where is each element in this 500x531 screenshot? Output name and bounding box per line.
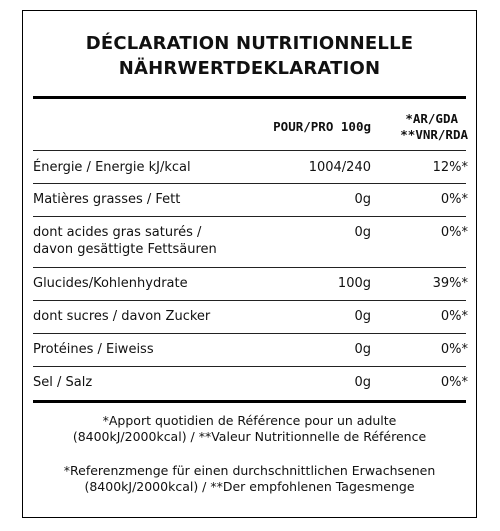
row-fat-ref: 0%*: [440, 192, 468, 207]
row-sugars-ref: 0%*: [440, 309, 468, 324]
footnote-fr-line2: (8400kJ/2000kcal) / **Valeur Nutritionnelle de Référence: [72, 429, 427, 444]
row-saturated-fat-label-de: davon gesättigte Fettsäuren: [33, 242, 217, 257]
row-divider: [33, 333, 466, 334]
row-energy-ref: 12%*: [432, 160, 468, 175]
row-energy-value: 1004/240: [308, 160, 371, 175]
row-sugars-label: dont sucres / davon Zucker: [33, 309, 211, 324]
row-divider: [33, 216, 466, 217]
row-salt-label: Sel / Salz: [33, 375, 93, 390]
column-header-vnr-rda: **VNR/RDA: [400, 127, 468, 142]
row-divider: [33, 183, 466, 184]
row-sugars-value: 0g: [354, 309, 371, 324]
column-header-per-100g: POUR/PRO 100g: [273, 119, 371, 134]
row-energy-label: Énergie / Energie kJ/kcal: [33, 160, 191, 175]
row-salt-value: 0g: [354, 375, 371, 390]
nutrition-label: [22, 10, 477, 518]
column-header-ar-gda: *AR/GDA: [405, 111, 458, 126]
footnote-de-line2: (8400kJ/2000kcal) / **Der empfohlenen Tagesmenge: [84, 479, 415, 494]
row-saturated-fat-value: 0g: [354, 225, 371, 240]
row-salt-ref: 0%*: [440, 375, 468, 390]
row-carbohydrates-label: Glucides/Kohlenhydrate: [33, 276, 188, 291]
footnote-de-line1: *Referenzmenge für einen durchschnittlichen Erwachsenen: [63, 463, 436, 478]
row-divider: [33, 150, 466, 151]
row-divider: [33, 267, 466, 268]
footer-divider: [33, 400, 466, 403]
footnote-fr-line1: *Apport quotidien de Référence pour un adulte: [102, 413, 397, 428]
row-fat-value: 0g: [354, 192, 371, 207]
row-carbohydrates-ref: 39%*: [432, 276, 468, 291]
row-saturated-fat-label-fr: dont acides gras saturés /: [33, 225, 202, 240]
row-divider: [33, 300, 466, 301]
row-protein-label: Protéines / Eiweiss: [33, 342, 154, 357]
title-german: NÄHRWERTDEKLARATION: [118, 58, 381, 79]
title-french: DÉCLARATION NUTRITIONNELLE: [85, 33, 414, 54]
row-fat-label: Matières grasses / Fett: [33, 192, 181, 207]
row-protein-value: 0g: [354, 342, 371, 357]
row-carbohydrates-value: 100g: [337, 276, 371, 291]
row-saturated-fat-ref: 0%*: [440, 225, 468, 240]
row-protein-ref: 0%*: [440, 342, 468, 357]
header-divider: [33, 96, 466, 99]
row-divider: [33, 366, 466, 367]
